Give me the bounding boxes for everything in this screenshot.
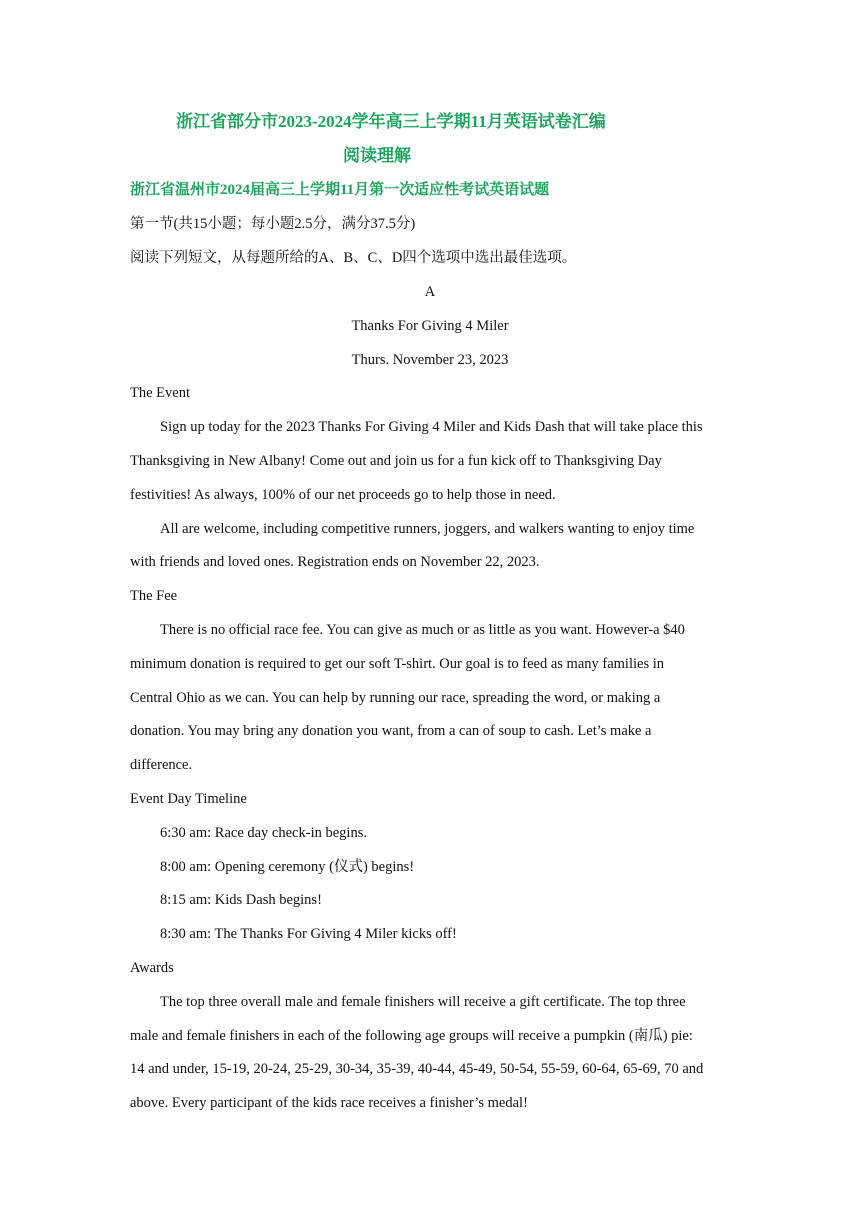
awards-paragraph-line: 14 and under, 15-19, 20-24, 25-29, 30-34, 35-39, 40-44, 45-49, 50-54, 55-59, 60-64, 65-69, 70 and [130,1061,704,1077]
timeline-heading: Event Day Timeline [130,791,247,807]
event-paragraph-2-line: with friends and loved ones. Registration ends on November 22, 2023. [130,554,540,570]
event-heading: The Event [130,385,190,401]
fee-paragraph-line: difference. [130,757,193,773]
section-instruction: 阅读下列短文，从每题所给的A、B、C、D四个选项中选出最佳选项。 [130,250,577,266]
passage-label: A [424,284,436,300]
awards-paragraph-line: The top three overall male and female finishers will receive a gift certificate. The top three [160,994,686,1010]
awards-heading: Awards [130,960,174,976]
fee-paragraph-line: Central Ohio as we can. You can help by running our race, spreading the word, or making a [130,690,661,706]
fee-paragraph-line: donation. You may bring any donation you want, from a can of soup to cash. Let’s make a [130,723,652,739]
event-paragraph-1-line: Thanksgiving in New Albany! Come out and join us for a fun kick off to Thanksgiving Day [130,453,662,469]
document-subtitle: 阅读理解 [343,146,411,165]
fee-paragraph-line: minimum donation is required to get our soft T-shirt. Our goal is to feed as many families in [130,656,665,672]
event-paragraph-1-line: festivities! As always, 100% of our net proceeds go to help those in need. [130,487,556,503]
passage-date: Thurs. November 23, 2023 [351,352,509,368]
awards-paragraph-line: above. Every participant of the kids race receives a finisher’s medal! [130,1095,528,1111]
fee-paragraph-line: There is no official race fee. You can give as much or as little as you want. However-a $40 [160,622,685,638]
event-paragraph-1-line: Sign up today for the 2023 Thanks For Giving 4 Miler and Kids Dash that will take place this [160,419,703,435]
exam-name: 浙江省温州市2024届高三上学期11月第一次适应性考试英语试题 [130,182,550,198]
awards-paragraph-line: male and female finishers in each of the following age groups will receive a pumpkin (南瓜) pie: [130,1028,693,1044]
document-title: 浙江省部分市2023-2024学年高三上学期11月英语试卷汇编 [176,112,606,131]
timeline-item: 8:00 am: Opening ceremony (仪式) begins! [160,859,415,875]
passage-title: Thanks For Giving 4 Miler [351,318,509,334]
section-info: 第一节(共15小题；每小题2.5分，满分37.5分) [130,216,416,232]
event-paragraph-2-line: All are welcome, including competitive runners, joggers, and walkers wanting to enjoy time [160,521,695,537]
fee-heading: The Fee [130,588,178,604]
timeline-item: 8:15 am: Kids Dash begins! [160,892,322,908]
timeline-item: 8:30 am: The Thanks For Giving 4 Miler kicks off! [160,926,457,942]
timeline-item: 6:30 am: Race day check-in begins. [160,825,367,841]
